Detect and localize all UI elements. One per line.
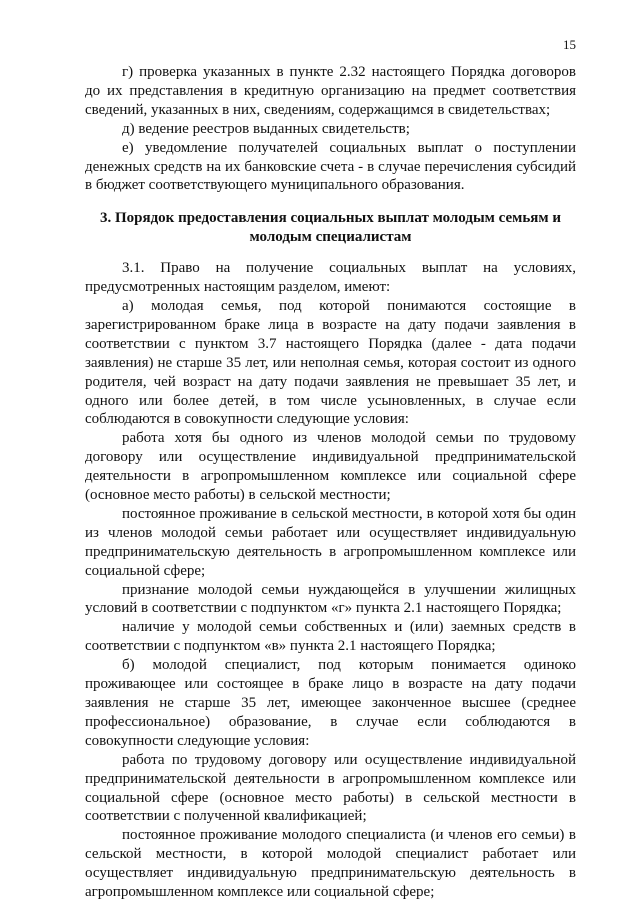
paragraph-specialist-residence: постоянное проживание молодого специалиста (и членов его семьи) в сельской местности, в которой молодой специалист работает или осуществляет индивидуальную предпринимательскую деятельность в агропромышленном комплексе или социальной сфере; (85, 827, 576, 901)
paragraph-3-1: 3.1. Право на получение социальных выплат на условиях, предусмотренных настоящим разделом, имеют: (85, 260, 576, 296)
page-number: 15 (563, 37, 576, 52)
paragraph-a-young-family: а) молодая семья, под которой понимаются состоящие в зарегистрированном браке лица в возрасте на дату подачи заявления в соответствии с пунктом 3.7 настоящего Порядка (далее - дата подачи заявления) не старше 35 лет, или неполная семья, которая состоит из одного родителя, чей возраст на дату подачи заявления не превышает 35 лет, и одного или более детей, в том числе усыновленных, в случае если соблюдаются в совокупности следующие условия: (85, 297, 576, 428)
document-body (85, 63, 576, 902)
paragraph-condition-residence: постоянное проживание в сельской местности, в которой хотя бы один из членов молодой семьи работает или осуществляет индивидуальную предпринимательскую деятельность в агропромышленном комплексе или социальной сфере; (85, 505, 576, 579)
section-heading: 3. Порядок предоставления социальных выплат молодым семьям и молодым специалистам (99, 210, 562, 246)
paragraph-condition-funds: наличие у молодой семьи собственных и (или) заемных средств в соответствии с подпунктом «в» пункта 2.1 настоящего Порядка; (85, 619, 576, 655)
paragraph-condition-work: работа хотя бы одного из членов молодой семьи по трудовому договору или осуществление индивидуальной предпринимательской деятельности в агропромышленном комплексе или социальной сфере (основное место работы) в сельской местности; (85, 430, 576, 504)
paragraph-g: г) проверка указанных в пункте 2.32 настоящего Порядка договоров до их представления в кредитную организацию на предмет соответствия сведений, указанных в них, сведениям, содержащимся в свидетельствах; (85, 64, 576, 118)
paragraph-specialist-work: работа по трудовому договору или осуществление индивидуальной предпринимательской деятельности в агропромышленном комплексе или социальной сфере (основное место работы) в сельской местности в соответствии с полученной квалификацией; (85, 751, 576, 825)
paragraph-e: е) уведомление получателей социальных выплат о поступлении денежных средств на их банковские счета - в случае перечисления субсидий в бюджет соответствующего муниципального образования. (85, 139, 576, 194)
paragraph-b-young-specialist: б) молодой специалист, под которым понимается одиноко проживающее или состоящее в браке лицо в возрасте на дату подачи заявления не старше 35 лет, имеющее законченное высшее (среднее профессиональное) образование, в случае если соблюдаются в совокупности следующие условия: (85, 657, 576, 749)
paragraph-d: д) ведение реестров выданных свидетельств; (122, 120, 410, 137)
paragraph-condition-housing-need: признание молодой семьи нуждающейся в улучшении жилищных условий в соответствии с подпунктом «г» пункта 2.1 настоящего Порядка; (85, 581, 576, 617)
